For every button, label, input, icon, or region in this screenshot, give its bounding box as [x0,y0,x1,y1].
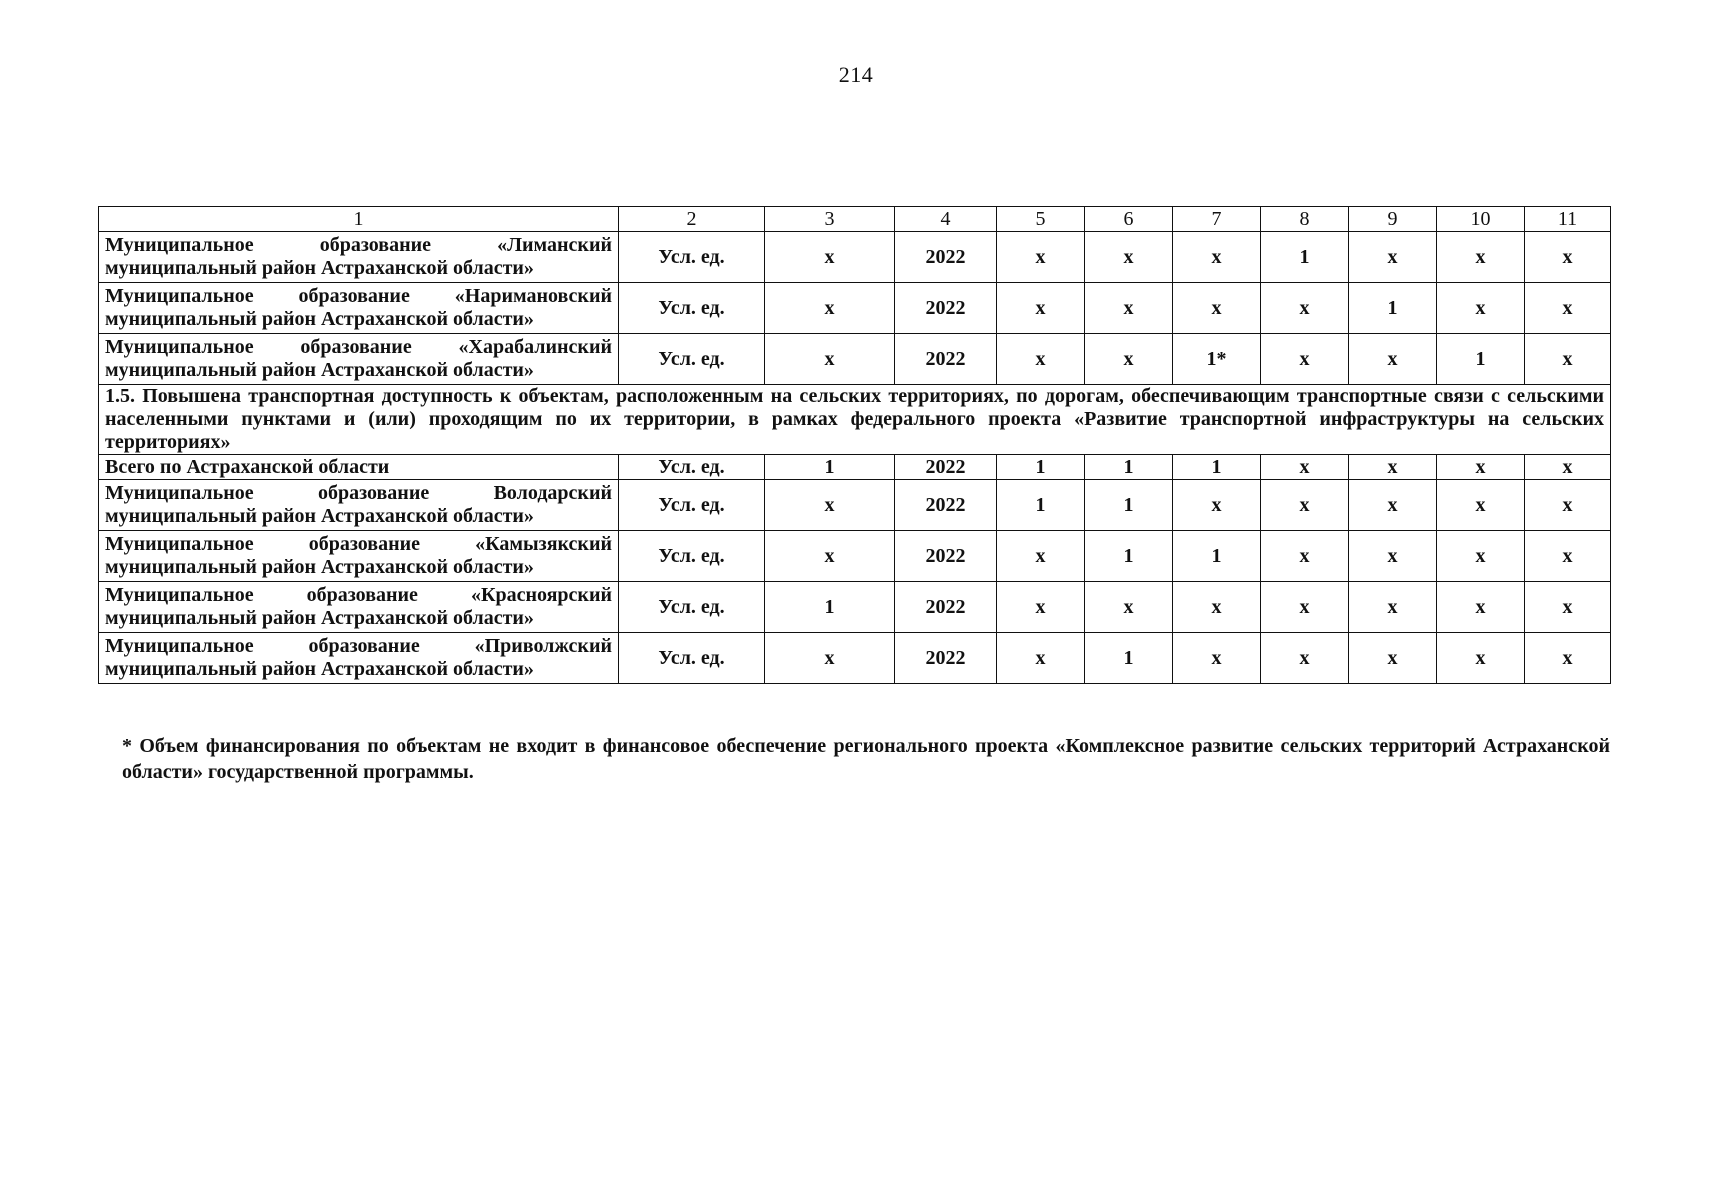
value-cell: х [765,633,895,684]
value-cell: х [1525,480,1611,531]
value-cell: Усл. ед. [619,232,765,283]
value-cell: х [1525,283,1611,334]
value-cell: х [1085,283,1173,334]
value-cell: х [1085,232,1173,283]
value-cell: 2022 [895,455,997,480]
value-cell: х [1261,582,1349,633]
table-row [99,480,1611,531]
value-cell: х [1525,232,1611,283]
value-cell: х [1349,633,1437,684]
page-number: 214 [838,62,874,87]
value-cell: х [1525,455,1611,480]
value-cell: Усл. ед. [619,455,765,480]
municipality-name-cell: Всего по Астраханской области [99,455,619,480]
municipality-name-cell: Муниципальное образование «Приволжский муниципальный район Астраханской области» [99,633,619,684]
value-cell: х [1173,232,1261,283]
municipality-name-cell: Муниципальное образование «Лиманский муниципальный район Астраханской области» [99,232,619,283]
column-number-cell: 3 [765,207,895,232]
municipality-name-cell: Муниципальное образование «Красноярский муниципальный район Астраханской области» [99,582,619,633]
value-cell: х [997,334,1085,385]
value-cell: х [765,334,895,385]
value-cell: х [1085,334,1173,385]
column-number-cell: 2 [619,207,765,232]
value-cell: х [1437,531,1525,582]
value-cell: х [765,283,895,334]
value-cell: х [1349,455,1437,480]
section-heading: 1.5. Повышена транспортная доступность к объектам, расположенным на сельских территориях, по дорогам, обеспечивающим транспортные связи с сельскими населенными пунктами и (или) проходящим по их территории, в рамках федерального проекта «Развитие транспортной инфраструктуры на сельских территориях» [99,385,1611,455]
column-number-cell: 8 [1261,207,1349,232]
table-row [99,334,1611,385]
municipality-name-cell: Муниципальное образование Володарский муниципальный район Астраханской области» [99,480,619,531]
value-cell: 2022 [895,232,997,283]
value-cell: х [1173,283,1261,334]
value-cell: х [1173,480,1261,531]
value-cell: 1 [1349,283,1437,334]
column-number-cell: 10 [1437,207,1525,232]
value-cell: 1 [1261,232,1349,283]
value-cell: х [1437,232,1525,283]
value-cell: х [1437,455,1525,480]
value-cell: х [1261,531,1349,582]
table-row [99,582,1611,633]
value-cell: 2022 [895,480,997,531]
value-cell: х [765,531,895,582]
value-cell: 2022 [895,531,997,582]
value-cell: х [1261,283,1349,334]
table-body [99,207,1611,684]
value-cell: 2022 [895,283,997,334]
value-cell: 1 [1085,455,1173,480]
column-number-cell: 5 [997,207,1085,232]
municipality-name-cell: Муниципальное образование «Наримановский муниципальный район Астраханской области» [99,283,619,334]
value-cell: х [1173,633,1261,684]
value-cell: х [1437,582,1525,633]
column-number-cell: 6 [1085,207,1173,232]
column-number-cell: 11 [1525,207,1611,232]
table-row [99,633,1611,684]
value-cell: х [1437,480,1525,531]
value-cell: 1* [1173,334,1261,385]
municipality-name-cell: Муниципальное образование «Камызякский муниципальный район Астраханской области» [99,531,619,582]
value-cell: х [1349,582,1437,633]
value-cell: х [1085,582,1173,633]
value-cell: 1 [997,480,1085,531]
value-cell: 1 [1437,334,1525,385]
value-cell: х [997,283,1085,334]
value-cell: 1 [1085,633,1173,684]
value-cell: Усл. ед. [619,582,765,633]
value-cell: х [997,633,1085,684]
column-number-cell: 4 [895,207,997,232]
value-cell: Усл. ед. [619,283,765,334]
value-cell: х [1261,633,1349,684]
value-cell: х [765,480,895,531]
value-cell: 1 [765,582,895,633]
value-cell: 2022 [895,334,997,385]
value-cell: 1 [997,455,1085,480]
value-cell: х [1261,455,1349,480]
value-cell: 1 [1085,480,1173,531]
value-cell: х [997,232,1085,283]
value-cell: Усл. ед. [619,480,765,531]
municipality-name-cell: Муниципальное образование «Харабалинский муниципальный район Астраханской области» [99,334,619,385]
table-row [99,455,1611,480]
table-row [99,283,1611,334]
table-row [99,232,1611,283]
value-cell: 1 [1085,531,1173,582]
value-cell: Усл. ед. [619,633,765,684]
value-cell: х [1173,582,1261,633]
footnote: * Объем финансирования по объектам не входит в финансовое обеспечение регионального проекта «Комплексное развитие сельских территорий Астраханской области» государственной программы. [122,735,1610,783]
value-cell: х [1525,531,1611,582]
value-cell: х [1261,334,1349,385]
value-cell: х [1525,582,1611,633]
column-number-row [99,207,1611,232]
section-heading-row [99,385,1611,455]
value-cell: х [997,531,1085,582]
value-cell: х [1437,283,1525,334]
value-cell: 1 [765,455,895,480]
value-cell: х [997,582,1085,633]
column-number-cell: 7 [1173,207,1261,232]
value-cell: 1 [1173,455,1261,480]
column-number-cell: 1 [99,207,619,232]
value-cell: х [1349,531,1437,582]
data-table [98,206,1611,684]
value-cell: х [1525,334,1611,385]
column-number-cell: 9 [1349,207,1437,232]
value-cell: 1 [1173,531,1261,582]
value-cell: Усл. ед. [619,334,765,385]
table-row [99,531,1611,582]
value-cell: 2022 [895,582,997,633]
value-cell: х [1261,480,1349,531]
value-cell: х [765,232,895,283]
value-cell: х [1525,633,1611,684]
value-cell: 2022 [895,633,997,684]
value-cell: х [1349,334,1437,385]
value-cell: х [1349,232,1437,283]
value-cell: Усл. ед. [619,531,765,582]
value-cell: х [1437,633,1525,684]
value-cell: х [1349,480,1437,531]
